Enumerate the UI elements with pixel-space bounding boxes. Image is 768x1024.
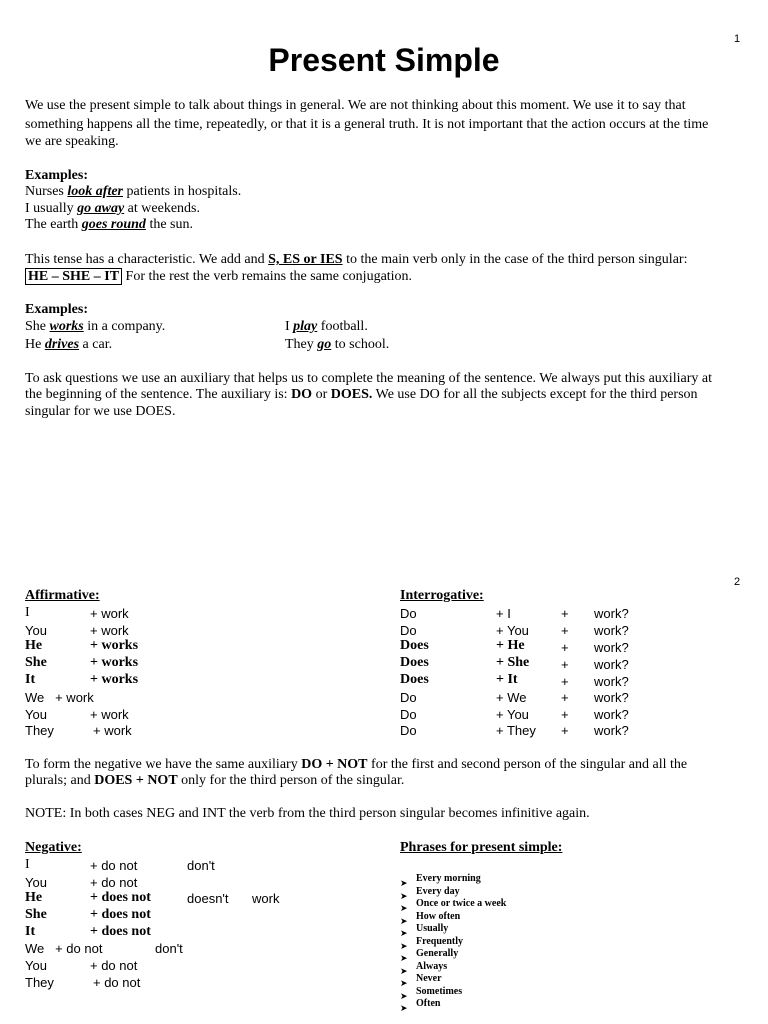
table-row: Do — [400, 623, 417, 638]
examples-heading: Examples: — [25, 302, 88, 317]
list-item: Frequently — [416, 936, 464, 947]
table-row: You — [25, 623, 47, 638]
arrowhead-bullet-icon: ➤ — [400, 892, 408, 902]
table-cell: doesn't — [187, 891, 229, 906]
table-cell: + do not — [90, 875, 138, 890]
note-line: NOTE: In both cases NEG and INT the verb from the third person singular becomes infinitive again. — [25, 806, 590, 821]
table-cell: work? — [594, 623, 629, 638]
explanation-line: plurals; and DOES + NOT only for the third person of the singular. — [25, 773, 405, 788]
table-cell: + — [561, 690, 569, 705]
table-cell: + We — [496, 690, 527, 705]
list-item: Once or twice a week — [416, 898, 507, 909]
table-cell: + I — [496, 606, 511, 621]
table-row: + works — [90, 638, 139, 653]
table-row: You — [25, 707, 47, 722]
table-cell: don't — [187, 858, 215, 873]
table-row: It — [25, 672, 36, 687]
third-person-box: HE – SHE – IT — [25, 268, 122, 285]
table-cell: + do not — [93, 975, 141, 990]
intro-line: We use the present simple to talk about things in general. We are not thinking about this moment. We use it to say that — [25, 98, 686, 113]
list-item — [400, 998, 408, 1016]
arrowhead-bullet-icon: ➤ — [400, 979, 408, 989]
table-cell: + — [561, 674, 569, 689]
page-number: 1 — [734, 33, 741, 45]
arrowhead-bullet-icon: ➤ — [400, 992, 408, 1002]
table-row: It — [25, 924, 36, 939]
example-sentence: The earth goes round the sun. — [25, 217, 193, 232]
table-cell: work? — [594, 690, 629, 705]
arrowhead-bullet-icon: ➤ — [400, 929, 408, 939]
page-title: Present Simple — [268, 42, 500, 78]
negative-heading: Negative: — [25, 840, 82, 855]
explanation-line: To form the negative we have the same auxiliary DO + NOT for the first and second person of the singular and all the — [25, 757, 688, 772]
table-cell: don't — [155, 941, 183, 956]
table-row: + work — [93, 723, 132, 738]
table-row: + work — [90, 707, 129, 722]
table-cell: work? — [594, 674, 629, 689]
table-cell: + He — [496, 638, 525, 653]
table-cell: + do not — [90, 858, 138, 873]
examples-heading: Examples: — [25, 168, 88, 183]
list-item: Often — [416, 998, 441, 1009]
table-row: I — [25, 605, 30, 620]
table-row: She — [25, 907, 47, 922]
questions-line: the beginning of the sentence. The auxiliary is: DO or DOES. We use DO for all the subjects except for the third person — [25, 387, 698, 402]
intro-line: something happens all the time, repeatedly, or that it is a general truth. It is not important that the action occurs at the time — [25, 117, 709, 132]
rule-line: HE – SHE – IT For the rest the verb remains the same conjugation. — [25, 269, 412, 285]
table-row: Do — [400, 606, 417, 621]
intro-line: we are speaking. — [25, 134, 119, 149]
table-cell: + — [561, 623, 569, 638]
list-item: Generally — [416, 948, 459, 959]
table-row: Does — [400, 655, 429, 670]
table-row: You — [25, 875, 47, 890]
arrowhead-bullet-icon: ➤ — [400, 967, 408, 977]
table-cell: + does not — [90, 890, 151, 905]
table-cell: work? — [594, 606, 629, 621]
table-cell: work? — [594, 723, 629, 738]
table-row: We + work — [25, 690, 94, 705]
table-cell: + — [561, 723, 569, 738]
arrowhead-bullet-icon: ➤ — [400, 954, 408, 964]
table-row: Does — [400, 638, 429, 653]
table-cell: work? — [594, 657, 629, 672]
list-item: Always — [416, 961, 448, 972]
table-cell: + — [561, 606, 569, 621]
example-sentence: Nurses look after patients in hospitals. — [25, 184, 242, 199]
list-item: Never — [416, 973, 442, 984]
table-cell: + It — [496, 672, 518, 687]
table-row: You — [25, 958, 47, 973]
example-sentence: He drives a car. — [25, 337, 113, 352]
table-cell: + You — [496, 707, 529, 722]
table-row: Do — [400, 690, 417, 705]
table-cell: work? — [594, 707, 629, 722]
questions-line: To ask questions we use an auxiliary that helps us to complete the meaning of the sentence. We always put this auxiliary at — [25, 371, 712, 386]
table-cell: + You — [496, 623, 529, 638]
table-cell: + — [561, 657, 569, 672]
interrogative-heading: Interrogative: — [400, 588, 484, 603]
table-row: I — [25, 857, 30, 872]
arrowhead-bullet-icon: ➤ — [400, 942, 408, 952]
affirmative-heading: Affirmative: — [25, 588, 100, 603]
arrowhead-bullet-icon: ➤ — [400, 917, 408, 927]
questions-line: singular for we use DOES. — [25, 404, 176, 419]
example-sentence: I play football. — [285, 319, 368, 334]
table-row: Do — [400, 707, 417, 722]
table-row: He — [25, 638, 43, 653]
table-cell: + — [561, 640, 569, 655]
table-row: Does — [400, 672, 429, 687]
list-item: How often — [416, 911, 461, 922]
list-item: Every morning — [416, 873, 481, 884]
arrowhead-bullet-icon: ➤ — [400, 904, 408, 914]
phrases-heading: Phrases for present simple: — [400, 840, 563, 855]
list-item: Sometimes — [416, 986, 463, 997]
table-cell: work — [252, 891, 280, 906]
table-cell: + They — [496, 723, 536, 738]
table-row: Do — [400, 723, 417, 738]
arrowhead-bullet-icon: ➤ — [400, 879, 408, 889]
table-row: + works — [90, 655, 139, 670]
table-row: They — [25, 723, 54, 738]
table-row: They — [25, 975, 54, 990]
list-item: Every day — [416, 886, 460, 897]
example-sentence: She works in a company. — [25, 319, 166, 334]
table-cell: + does not — [90, 924, 151, 939]
table-row: + works — [90, 672, 139, 687]
table-cell: + does not — [90, 907, 151, 922]
arrowhead-bullet-icon: ➤ — [400, 1004, 408, 1014]
table-row: She — [25, 655, 47, 670]
table-row: + work — [90, 606, 129, 621]
example-sentence: They go to school. — [285, 337, 390, 352]
table-row: He — [25, 890, 43, 905]
table-cell: + do not — [90, 958, 138, 973]
table-row: We + do not — [25, 941, 103, 956]
example-sentence: I usually go away at weekends. — [25, 201, 200, 216]
rule-line: This tense has a characteristic. We add and S, ES or IES to the main verb only in the case of the third person singular: — [25, 252, 688, 267]
list-item: Usually — [416, 923, 449, 934]
table-cell: + She — [496, 655, 530, 670]
table-cell: work? — [594, 640, 629, 655]
page-number: 2 — [734, 576, 741, 588]
table-row: + work — [90, 623, 129, 638]
table-cell: + — [561, 707, 569, 722]
